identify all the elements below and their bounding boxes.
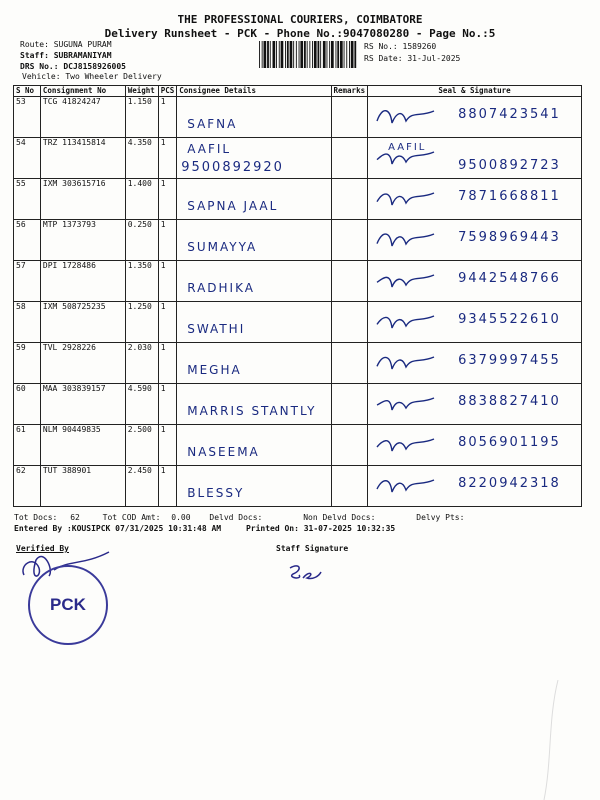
col-pcs: PCS [158,86,177,97]
sno-cell: 53 [14,97,41,138]
sno-cell: 55 [14,179,41,220]
sno-cell: 57 [14,261,41,302]
col-remarks: Remarks [331,86,368,97]
table-row [14,343,582,384]
sno-cell: 62 [14,466,41,507]
totals-line [14,513,464,522]
signature-cell [368,466,582,507]
signature-cell [368,425,582,466]
remarks-cell [331,179,368,220]
runsheet-table [13,85,582,507]
tot-docs-value: 62 [70,513,80,522]
consignment-cell: MAA 303839157 [40,384,125,425]
entered-by-text: Entered By :KOUSIPCK 07/31/2025 10:31:48 AM [14,524,222,533]
recipient-phone: 6379997455 [458,353,561,368]
consignment-cell: IXM 303615716 [40,179,125,220]
remarks-cell [331,138,368,179]
recipient-signature [372,222,442,258]
rs-date: RS Date: 31-Jul-2025 [364,54,461,63]
consignee-cell [177,220,331,261]
pck-stamp: PCK [28,565,108,645]
signature-cell [368,220,582,261]
consignment-cell: IXM 508725235 [40,302,125,343]
staff-label: Staff: SUBRAMANIYAM [20,51,112,60]
recipient-phone: 7871668811 [458,189,561,204]
pcs-cell: 1 [158,466,177,507]
tot-cod-value: 0.00 [171,513,191,522]
pcs-cell: 1 [158,97,177,138]
recipient-phone: 9442548766 [458,271,561,286]
consignee-name: MARRIS STANTLY [187,404,317,418]
recipient-signature [372,468,442,504]
recipient-phone: 8838827410 [458,394,561,409]
consignee-name: MEGHA [187,363,242,377]
table-row [14,97,582,138]
table-header-row [14,86,582,97]
table-row [14,138,582,179]
weight-cell: 4.350 [125,138,158,179]
recipient-signature [372,386,442,422]
pcs-cell: 1 [158,179,177,220]
consignment-cell: NLM 90449835 [40,425,125,466]
recipient-signature [372,427,442,463]
weight-cell: 4.590 [125,384,158,425]
weight-cell: 1.250 [125,302,158,343]
col-weight: Weight [125,86,158,97]
consignee-name: AAFIL [187,142,232,156]
runsheet-subtitle: Delivery Runsheet - PCK - Phone No.:9047080280 - Page No.:5 [104,27,496,40]
consignee-cell [177,261,331,302]
consignee-cell [177,302,331,343]
pcs-cell: 1 [158,302,177,343]
verified-by-label: Verified By [16,544,69,553]
consignment-cell: TVL 2928226 [40,343,125,384]
remarks-cell [331,466,368,507]
consignee-name: SWATHI [187,322,246,336]
consignment-cell: TUT 388901 [40,466,125,507]
consignee-phone: 9500892920 [181,160,284,175]
signature-cell [368,179,582,220]
pcs-cell: 1 [158,343,177,384]
recipient-phone: 8220942318 [458,476,561,491]
consignee-cell [177,179,331,220]
table-row [14,302,582,343]
col-signature: Seal & Signature [368,86,582,97]
staff-signature [285,560,325,585]
recipient-signature [372,263,442,299]
consignee-name: RADHIKA [187,281,255,295]
recipient-signature [372,99,442,135]
weight-cell: 0.250 [125,220,158,261]
consignee-name: NASEEMA [187,445,260,459]
table-row [14,466,582,507]
consignee-cell [177,343,331,384]
remarks-cell [331,220,368,261]
route-label: Route: SUGUNA PURAM [20,40,112,49]
weight-cell: 2.030 [125,343,158,384]
non-delvd-docs-label: Non Delvd Docs: [303,513,376,522]
consignee-name: SAPNA JAAL [187,199,279,213]
recipient-signature [372,304,442,340]
consignee-name: BLESSY [187,486,245,500]
consignee-cell [177,466,331,507]
remarks-cell [331,302,368,343]
weight-cell: 2.500 [125,425,158,466]
remarks-cell [331,425,368,466]
pcs-cell: 1 [158,261,177,302]
pcs-cell: 1 [158,220,177,261]
signature-cell [368,384,582,425]
signature-cell [368,343,582,384]
pcs-cell: 1 [158,425,177,466]
col-sno: S No [14,86,41,97]
table-row [14,179,582,220]
weight-cell: 1.150 [125,97,158,138]
table-row [14,261,582,302]
barcode-image [258,41,358,68]
weight-cell: 1.400 [125,179,158,220]
signature-cell [368,138,582,179]
pcs-cell: 1 [158,138,177,179]
sno-cell: 54 [14,138,41,179]
tot-docs-label: Tot Docs: [14,513,58,522]
recipient-phone: 8807423541 [458,107,561,122]
col-consignee: Consignee Details [177,86,331,97]
consignment-cell: TRZ 113415814 [40,138,125,179]
remarks-cell [331,97,368,138]
weight-cell: 1.350 [125,261,158,302]
sno-cell: 61 [14,425,41,466]
recipient-phone: 9345522610 [458,312,561,327]
delvy-pts-label: Delvy Pts: [416,513,465,522]
recipient-phone: 9500892723 [458,158,561,173]
drs-number: DRS No.: DCJ8158926005 [20,62,126,71]
remarks-cell [331,261,368,302]
staff-signature-label: Staff Signature [276,544,349,553]
table-row [14,425,582,466]
consignee-cell [177,138,331,179]
col-consignment: Consignment No [40,86,125,97]
remarks-cell [331,343,368,384]
sno-cell: 60 [14,384,41,425]
signature-cell [368,261,582,302]
consignee-cell [177,384,331,425]
consignment-cell: DPI 1728486 [40,261,125,302]
consignment-cell: MTP 1373793 [40,220,125,261]
tot-cod-label: Tot COD Amt: [102,513,161,522]
signature-cell [368,97,582,138]
table-row [14,220,582,261]
printed-on-text: Printed On: 31-07-2025 10:32:35 [245,524,396,533]
sno-cell: 58 [14,302,41,343]
consignment-cell: TCG 41824247 [40,97,125,138]
table-row [14,384,582,425]
remarks-cell [331,384,368,425]
recipient-phone: 8056901195 [458,435,561,450]
recipient-phone: 7598969443 [458,230,561,245]
recipient-signature [372,345,442,381]
weight-cell: 2.450 [125,466,158,507]
delvd-docs-label: Delvd Docs: [209,513,263,522]
pcs-cell: 1 [158,384,177,425]
vehicle-label: Vehicle: Two Wheeler Delivery [22,72,162,81]
rs-number: RS No.: 1589260 [364,42,437,51]
consignee-cell [177,425,331,466]
signature-text: AAFIL [388,142,427,153]
consignee-name: SAFNA [187,117,238,131]
page-fold-line [540,680,560,800]
consignee-name: SUMAYYA [187,240,258,254]
signature-cell [368,302,582,343]
sno-cell: 59 [14,343,41,384]
entered-by [14,524,395,533]
recipient-signature [372,181,442,217]
company-title: THE PROFESSIONAL COURIERS, COIMBATORE [177,13,423,26]
sno-cell: 56 [14,220,41,261]
consignee-cell [177,97,331,138]
